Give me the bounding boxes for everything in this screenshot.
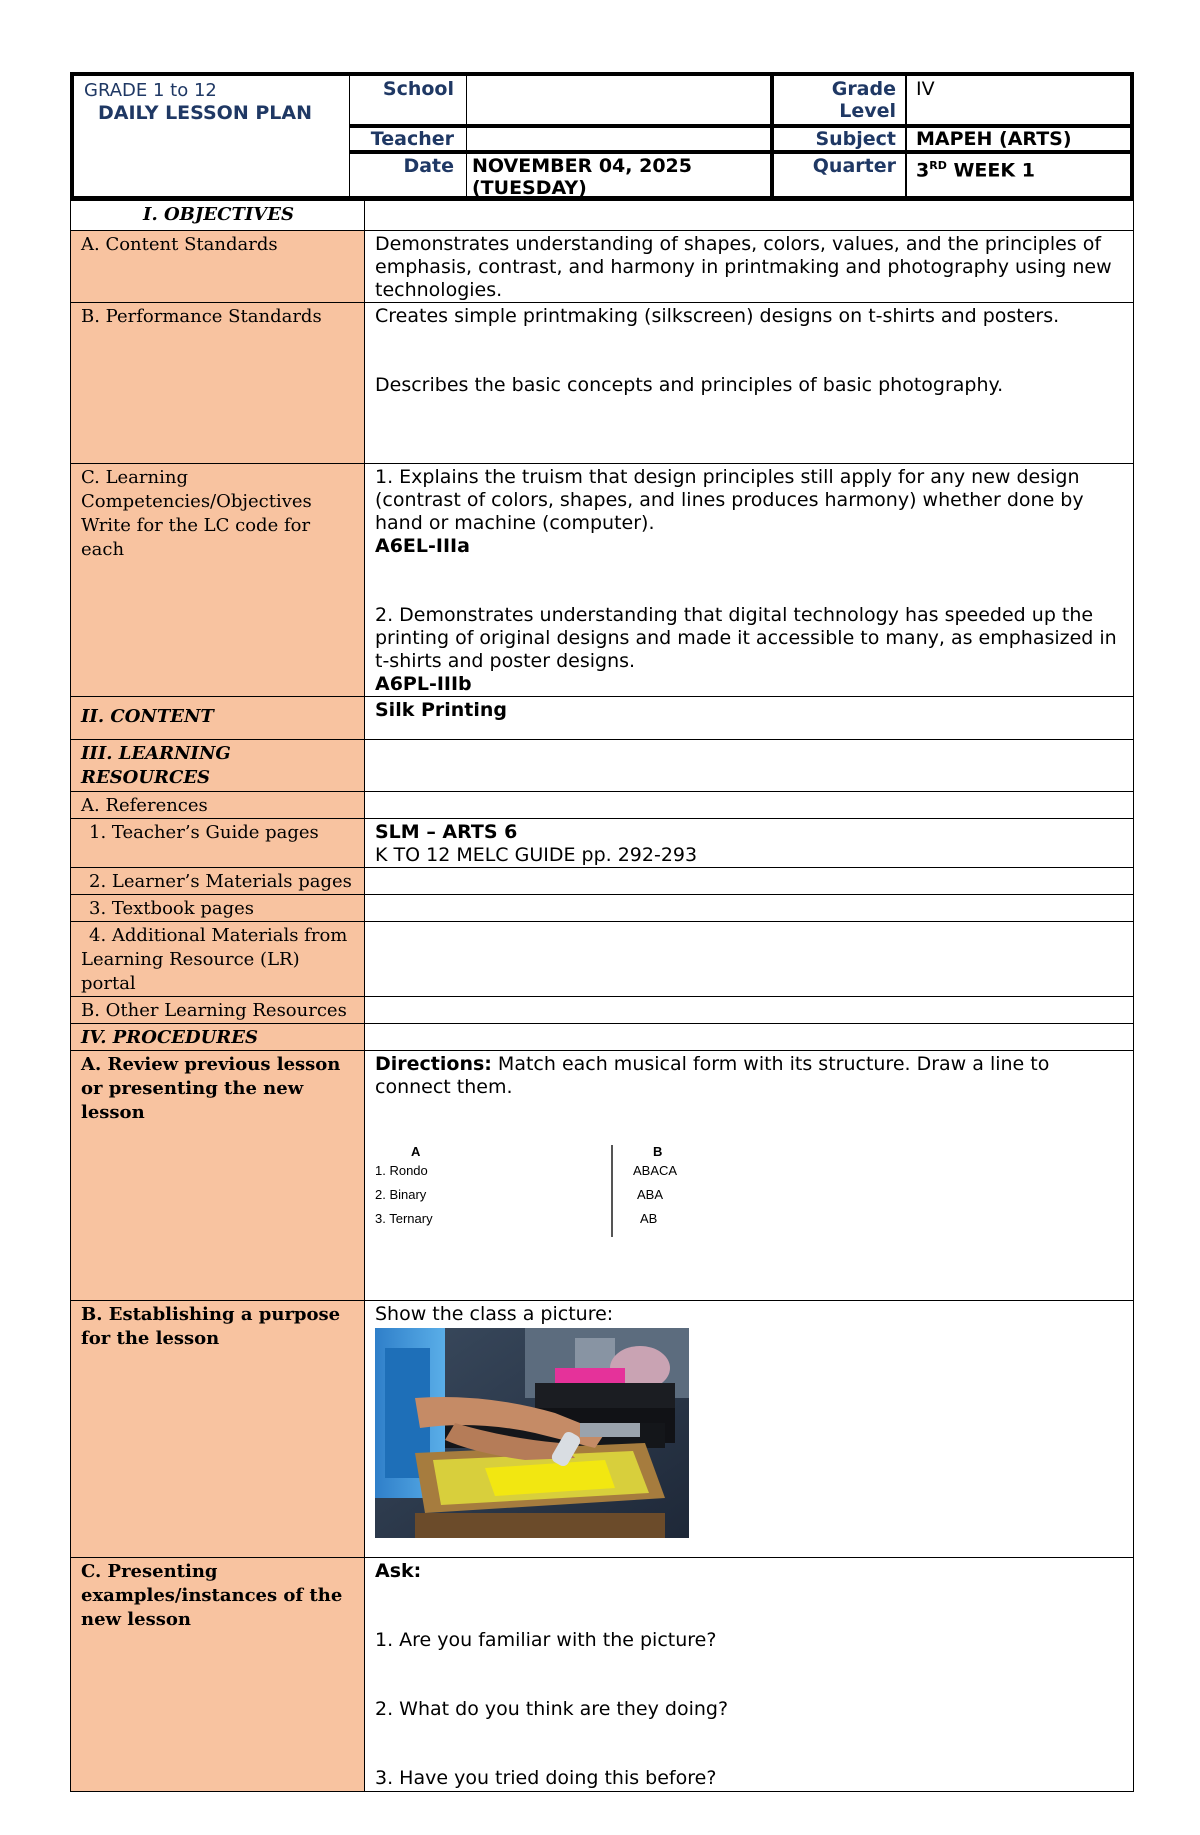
content-row (71, 697, 1134, 740)
subject-value: MAPEH (ARTS) (916, 128, 1072, 150)
purpose-label: B. Establishing a purpose for the lesson (71, 1301, 365, 1558)
quarter-label: Quarter (812, 155, 896, 177)
date-label: Date (403, 155, 454, 177)
performance-standards-value: Creates simple printmaking (silkscreen) designs on t-shirts and posters. Describes the basic concepts and principles of basic photography. (365, 303, 1134, 464)
date-value: NOVEMBER 04, 2025 (TUESDAY) (472, 155, 692, 199)
references-label: A. References (71, 792, 365, 819)
presenting-label: C. Presenting examples/instances of the new lesson (71, 1558, 365, 1792)
directions-text: Match each musical form with its structure. Draw a line to connect them. (375, 1053, 1050, 1098)
other-resources-row (71, 997, 1134, 1024)
resources-heading-row (71, 740, 1134, 792)
content-heading: II. CONTENT (71, 697, 365, 740)
content-standards-row (71, 231, 1134, 303)
matching-table (375, 1145, 1125, 1245)
content-standards-value: Demonstrates understanding of shapes, colors, values, and the principles of emphasis, contrast, and harmony in printmaking and photography using new technologies. (365, 231, 1134, 303)
competencies-value: 1. Explains the truism that design principles still apply for any new design (contrast of colors, shapes, and lines produces harmony) whether done by hand or machine (computer). A6EL-IIIa 2. Demonstrates understanding that digital technology has speeded up the printing of original designs and made it accessible to many, as emphasized in t-shirts and poster designs. A6PL-IIIb (365, 464, 1134, 697)
competencies-label: C. Learning Competencies/Objectives Write for the LC code for each (71, 464, 365, 697)
quarter-value: 3RD WEEK 1 (916, 159, 1035, 182)
header-title-block (74, 76, 350, 196)
additional-materials-label: 4. Additional Materials from Learning Resource (LR) portal (71, 922, 365, 997)
references-row (71, 792, 1134, 819)
objectives-heading: I. OBJECTIVES (71, 201, 365, 231)
purpose-row (71, 1301, 1134, 1558)
teacher-label: Teacher (370, 128, 454, 150)
grade-range: GRADE 1 to 12 (84, 80, 217, 101)
purpose-value: Show the class a picture: (365, 1301, 1134, 1558)
school-label: School (382, 78, 454, 100)
teachers-guide-label: 1. Teacher’s Guide pages (71, 819, 365, 868)
other-resources-label: B. Other Learning Resources (71, 997, 365, 1024)
lesson-plan-table (70, 200, 1134, 1792)
objectives-heading-row (71, 201, 1134, 231)
silk-screen-printing-photo (375, 1328, 689, 1538)
list-item: ABACA (633, 1163, 678, 1178)
question-1: 1. Are you familiar with the picture? (375, 1629, 717, 1651)
list-item: ABA (637, 1187, 664, 1202)
list-item: 3. Ternary (375, 1211, 433, 1226)
plan-title: DAILY LESSON PLAN (98, 102, 312, 124)
textbook-label: 3. Textbook pages (71, 895, 365, 922)
grade-level-value: IV (916, 78, 935, 100)
directions-label: Directions: (375, 1053, 492, 1075)
performance-standards-label: B. Performance Standards (71, 303, 365, 464)
list-item: 1. Rondo (375, 1163, 428, 1178)
lc-code-1: A6EL-IIIa (375, 535, 470, 557)
procedures-heading-row (71, 1024, 1134, 1051)
question-3: 3. Have you tried doing this before? (375, 1767, 717, 1789)
resources-heading: III. LEARNING RESOURCES (71, 740, 365, 792)
procedures-heading: IV. PROCEDURES (71, 1024, 365, 1051)
review-label: A. Review previous lesson or presenting the new lesson (71, 1051, 365, 1301)
matching-column-b: B ABACA ABA AB (633, 1145, 677, 1231)
list-item: 2. Binary (375, 1187, 427, 1202)
subject-label: Subject (815, 128, 896, 150)
competencies-row (71, 464, 1134, 697)
learners-materials-label: 2. Learner’s Materials pages (71, 868, 365, 895)
content-standards-label: A. Content Standards (71, 231, 365, 303)
teachers-guide-value: SLM – ARTS 6 K TO 12 MELC GUIDE pp. 292-293 (365, 819, 1134, 868)
textbook-row (71, 895, 1134, 922)
presenting-value (365, 1558, 1134, 1792)
photo-illustration (375, 1328, 689, 1538)
review-row (71, 1051, 1134, 1301)
performance-standards-row (71, 303, 1134, 464)
presenting-row (71, 1558, 1134, 1792)
list-item: AB (640, 1211, 658, 1226)
question-2: 2. What do you think are they doing? (375, 1698, 729, 1720)
ask-label: Ask: (375, 1560, 422, 1582)
grade-level-label: Grade Level (831, 78, 896, 122)
teachers-guide-row (71, 819, 1134, 868)
matching-column-a: A 1. Rondo 2. Binary 3. Ternary (375, 1145, 433, 1231)
learners-materials-row (71, 868, 1134, 895)
additional-materials-row (71, 922, 1134, 997)
content-value: Silk Printing (365, 697, 1134, 740)
review-value (365, 1051, 1134, 1301)
lesson-plan-header (70, 72, 1134, 200)
lc-code-2: A6PL-IIIb (375, 673, 472, 695)
matching-divider (611, 1145, 613, 1237)
